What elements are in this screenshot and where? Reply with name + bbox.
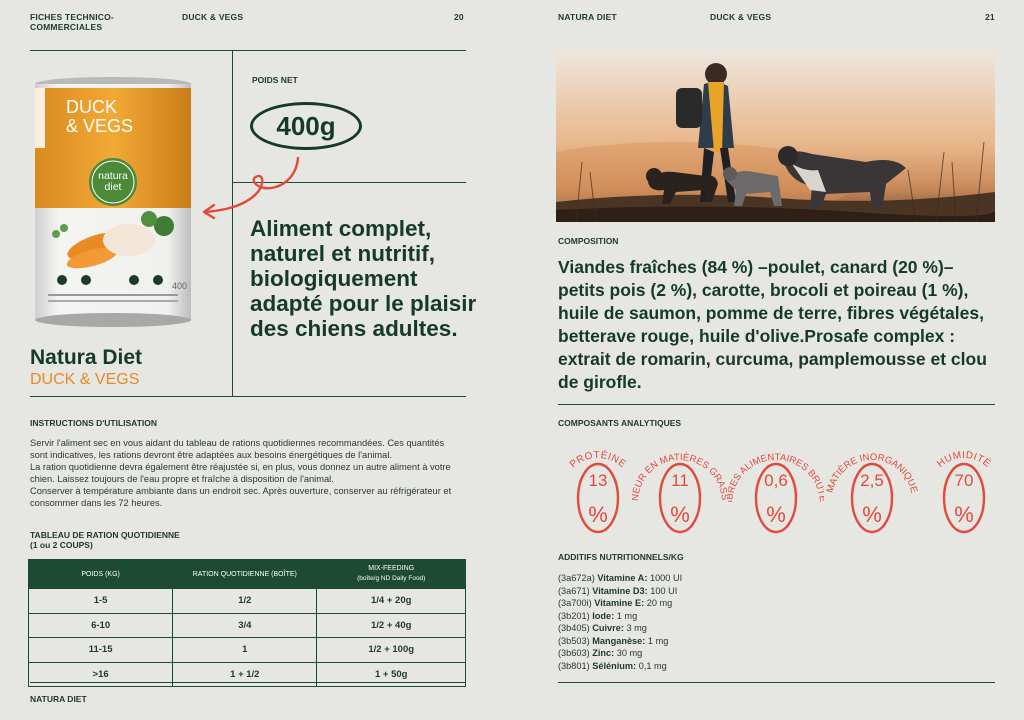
table-cell: 1	[173, 638, 317, 663]
analytic-value: 2,5	[860, 471, 884, 490]
additive-code: (3b405)	[558, 623, 590, 633]
list-item	[558, 597, 682, 610]
analytic-value: 11	[671, 471, 689, 490]
analytic-label: EUR EN MATIÈRES GRAS	[632, 451, 728, 496]
analytic-badge-moisture	[916, 436, 1012, 536]
table-cell: 1/2	[173, 589, 317, 614]
analytic-badge-moisture-graphic	[916, 436, 1012, 536]
product-name: Natura Diet	[30, 346, 143, 369]
additive-code: (3b603)	[558, 648, 590, 658]
ration-table-title-line2: (1 ou 2 COUPS)	[30, 540, 93, 550]
analytic-value: 0,6	[764, 471, 788, 490]
additive-amount: 3 mg	[626, 623, 647, 633]
header-brand-right: NATURA DIET	[558, 12, 617, 22]
product-tagline: Aliment complet, naturel et nutritif, biologiquement adapté pour le plaisir des chiens adultes.	[250, 216, 477, 341]
composition-text: Viandes fraîches (84 %) –poulet, canard (20 %)– petits pois (2 %), carotte, brocoli et poireau (1 %), huile de saumon, pomme de terre, fibres végétales, betterave rouge, huile d'olive.Prosafe complex : extrait de romarin, curcuma, pamplemousse et clou de girofle.	[558, 257, 987, 392]
svg-text:TENEUR EN MATIÈRES GRASSES	[632, 436, 728, 501]
col-header-daily-ration: RATION QUOTIDIENNE (BOÎTE)	[173, 560, 317, 589]
instructions-text	[30, 437, 462, 510]
additives-title: ADDITIFS NUTRITIONNELS/KG	[558, 552, 684, 562]
can-brand-line1: natura	[98, 170, 128, 182]
additive-name: Cuivre:	[592, 623, 624, 633]
table-row	[29, 589, 466, 614]
analytic-label: PROTÉINE	[567, 449, 629, 471]
instructions-paragraph-1: Servir l'aliment sec en vous aidant du tableau de rations quotidiennes recommandées. Ces quantités sont indicatives, les rations devront être adaptées aux besoins énergétiques de l'animal.	[30, 438, 445, 461]
list-item	[558, 585, 682, 598]
additive-name: Vitamine A:	[597, 573, 648, 583]
footer-brand: NATURA DIET	[30, 694, 87, 704]
divider-footer-right	[558, 682, 995, 683]
page-number-right: 21	[985, 12, 995, 22]
header-product-right: DUCK & VEGS	[710, 12, 772, 22]
divider-under-product	[30, 396, 466, 397]
header-section-line2: COMMERCIALES	[30, 22, 103, 32]
analytic-value: 70	[954, 471, 974, 490]
photo-woman-with-dogs	[556, 52, 995, 222]
additive-name: Sélénium:	[592, 660, 637, 671]
table-cell: 1/2 + 40g	[317, 613, 466, 638]
percent-sign: %	[670, 502, 690, 527]
table-cell: 1/2 + 100g	[317, 638, 466, 663]
additive-amount: 0,1 mg	[638, 660, 667, 671]
additive-name: Iode:	[592, 610, 615, 621]
table-cell: 3/4	[173, 613, 317, 638]
analytic-value: 13	[588, 471, 608, 490]
table-row	[29, 613, 466, 638]
additives-list	[558, 572, 682, 672]
additive-amount: 1000 UI	[649, 573, 683, 583]
divider-footer-left	[30, 682, 466, 683]
percent-sign: %	[588, 502, 608, 527]
weight-value: 400g	[250, 102, 362, 150]
can-weight: 400	[172, 281, 188, 291]
ration-table-header-row	[29, 560, 466, 589]
left-page	[0, 0, 500, 720]
additive-name: Manganèse:	[592, 635, 646, 646]
analytic-badge-fibre	[728, 436, 824, 536]
table-row	[29, 638, 466, 663]
percent-sign: %	[862, 502, 882, 527]
list-item	[558, 660, 682, 673]
analytic-badge-mineral	[824, 436, 920, 536]
additive-amount: 1 mg	[647, 635, 669, 646]
col-header-mix-feeding	[317, 560, 466, 589]
instructions-title: INSTRUCTIONS D'UTILISATION	[30, 418, 157, 428]
list-item	[558, 622, 682, 635]
additive-code: (3a671)	[558, 585, 590, 596]
can-title	[66, 98, 133, 136]
additive-name: Vitamine D3:	[592, 585, 648, 596]
divider-top-left	[30, 50, 466, 51]
table-cell: 1 + 1/2	[173, 662, 317, 687]
lifestyle-photo	[556, 52, 995, 222]
analytic-badge-mineral-graphic	[824, 436, 920, 536]
can-title-line2: & VEGS	[66, 116, 134, 136]
red-arrow-decoration	[198, 150, 308, 225]
additive-amount: 20 mg	[646, 598, 673, 608]
composition-title: COMPOSITION	[558, 236, 619, 246]
additive-code: (3a672a)	[558, 573, 595, 583]
list-item	[558, 635, 682, 648]
additive-amount: 30 mg	[616, 648, 643, 658]
additive-name: Vitamine E:	[594, 598, 645, 608]
instructions-paragraph-3: Conserver à température ambiante dans un endroit sec. Après ouverture, conserver au réfrigérateur et consommer dans les 72 heures.	[30, 486, 452, 509]
additive-code: (3b201)	[558, 610, 590, 621]
weight-label: POIDS NET	[252, 75, 298, 85]
additive-code: (3b801)	[558, 660, 590, 671]
table-cell: 1-5	[29, 589, 173, 614]
header-section-title	[30, 12, 114, 32]
analytic-label: MATIÈRE INORGANIQUE	[824, 451, 920, 495]
can-title-line1: DUCK	[66, 97, 118, 117]
page-number-left: 20	[454, 12, 464, 22]
percent-sign: %	[954, 502, 974, 527]
can-brand-line2: diet	[104, 181, 122, 193]
instructions-paragraph-2: La ration quotidienne devra également être réajustée si, en plus, vous donnez un autre aliment à votre chien. Laissez toujours de l'eau propre et fraîche à disposition de l'animal.	[30, 462, 451, 485]
ration-table-title	[30, 530, 180, 550]
svg-text:HUMIDITÉ	[935, 450, 994, 470]
analytic-badge-fibre-graphic	[728, 436, 824, 536]
table-cell: 1/4 + 20g	[317, 589, 466, 614]
divider-composition	[558, 404, 995, 405]
additive-name: Zinc:	[592, 648, 615, 658]
additive-amount: 100 UI	[650, 585, 678, 596]
svg-text:PROTÉINE	[568, 448, 628, 470]
table-cell: 11-15	[29, 638, 173, 663]
col-header-mix-feeding-sub: (boîte/g ND Daily Food)	[357, 575, 426, 582]
col-header-mix-feeding-main: MIX-FEEDING	[368, 565, 415, 572]
additive-code: (3b503)	[558, 635, 590, 646]
table-cell: 1 + 50g	[317, 662, 466, 687]
product-variant: DUCK & VEGS	[30, 371, 140, 388]
ration-table-title-line1: TABLEAU DE RATION QUOTIDIENNE	[30, 530, 180, 540]
product-can-image	[34, 76, 192, 328]
analytic-badge-fat-graphic	[632, 436, 728, 536]
percent-sign: %	[766, 502, 786, 527]
analytics-title: COMPOSANTS ANALYTIQUES	[558, 418, 682, 428]
table-cell: >16	[29, 662, 173, 687]
analytic-label: HUMIDITÉ	[935, 449, 993, 470]
analytic-badge-fat	[632, 436, 728, 536]
list-item	[558, 647, 682, 660]
table-cell: 6-10	[29, 613, 173, 638]
header-product: DUCK & VEGS	[182, 12, 244, 22]
can-brand-logo	[89, 171, 137, 193]
analytic-label: ES ALIMENTAIRES BRU	[728, 451, 824, 492]
list-item	[558, 610, 682, 623]
svg-text:FIBRES ALIMENTAIRES BRUTES	[728, 436, 824, 503]
col-header-weight: POIDS (KG)	[29, 560, 173, 589]
additive-amount: 1 mg	[616, 610, 638, 621]
header-section-line1: FICHES TECHNICO-	[30, 12, 114, 22]
list-item	[558, 572, 682, 585]
ration-table	[28, 559, 466, 687]
additive-code: (3a700i)	[558, 598, 592, 608]
